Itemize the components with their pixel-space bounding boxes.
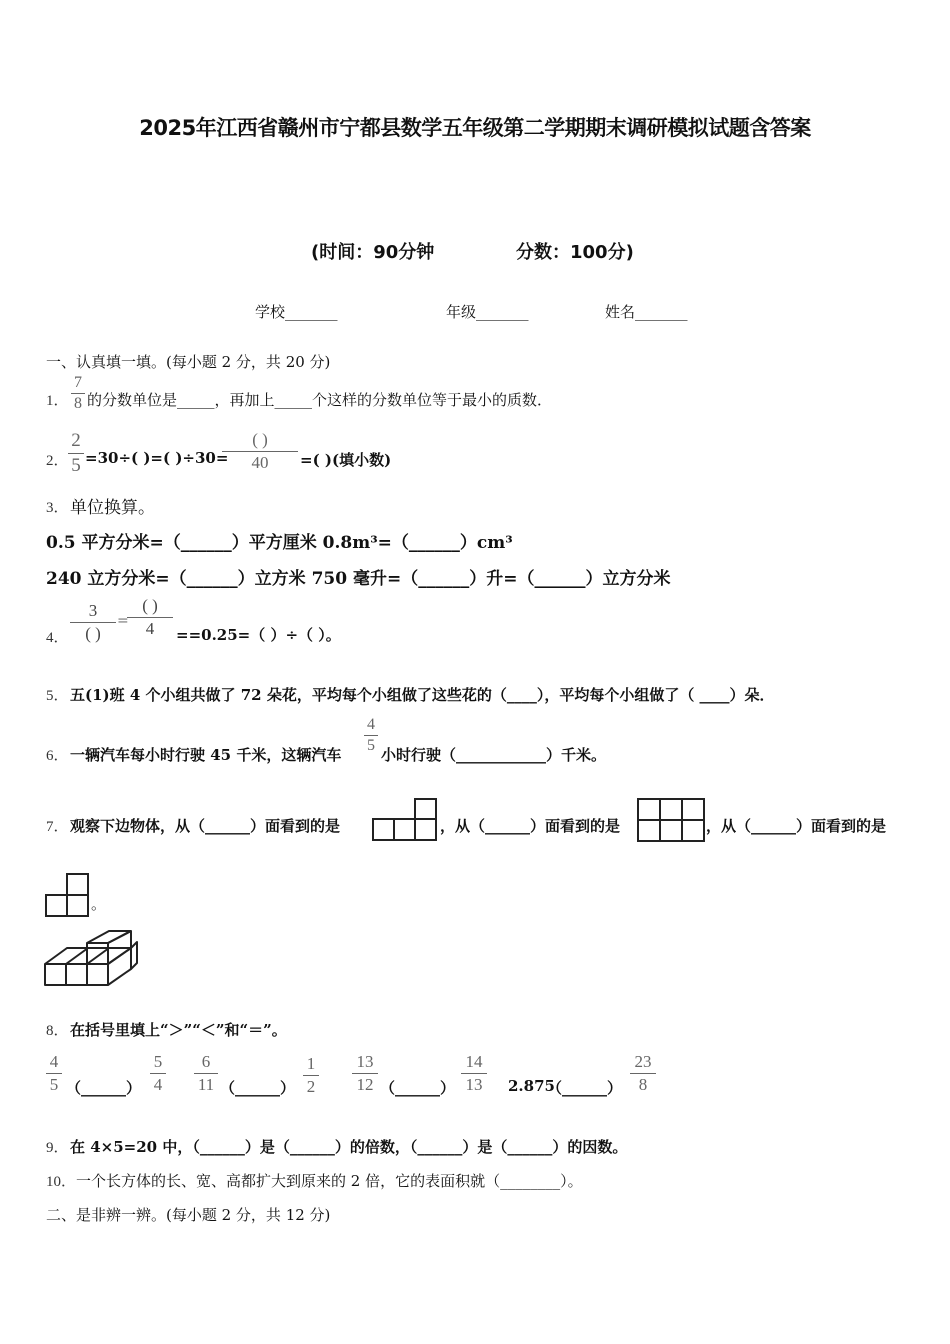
question-number: 2． — [46, 453, 69, 469]
question-line: 0.5 平方分米=（______）平方厘米 0.8m³=（______）cm³ — [46, 533, 513, 553]
question-text: 一辆汽车每小时行驶 45 千米，这辆汽车 — [70, 746, 342, 764]
question-number: 1． — [46, 393, 69, 409]
question-number: 10． — [46, 1174, 77, 1190]
fraction: 5 4 — [150, 1052, 166, 1095]
fraction: ( ) 4 — [127, 596, 173, 639]
question-number: 5． — [46, 688, 69, 704]
question-number: 3． — [46, 500, 69, 516]
question-text: ==0.25=（ ）÷（ ）。 — [176, 626, 341, 644]
question-number: 8． — [46, 1023, 69, 1039]
fraction: ( ) 40 — [222, 430, 298, 473]
page-title: 2025年江西省赣州市宁都县数学五年级第二学期期末调研模拟试题含答案 — [139, 116, 811, 140]
fraction: 6 11 — [194, 1052, 218, 1095]
section-heading-2: 二、是非辨一辨。(每小题 2 分，共 12 分) — [46, 1206, 331, 1224]
question-text: =30÷( )=( )÷30= — [85, 449, 229, 467]
fraction: 4 5 — [46, 1052, 62, 1095]
question-text: 。 — [91, 895, 107, 913]
question-number: 6． — [46, 748, 69, 764]
compare-blank: （______） — [66, 1079, 142, 1097]
fraction: 13 12 — [352, 1052, 378, 1095]
question-text: 一个长方体的长、宽、高都扩大到原来的 2 倍，它的表面积就（________）。 — [76, 1172, 583, 1190]
question-text: 小时行驶（____________）千米。 — [381, 746, 607, 764]
compare-blank: （______） — [220, 1079, 296, 1097]
question-text: 在括号里填上“＞”“＜”和“＝”。 — [70, 1021, 287, 1039]
school-field: 学校_______ — [255, 303, 338, 321]
question-text: 在 4×5=20 中，（______）是（______）的倍数，（______）是（______）的因数。 — [70, 1138, 628, 1156]
fraction: 4 5 — [364, 716, 378, 755]
question-number: 9． — [46, 1140, 69, 1156]
question-text: =( )(填小数) — [300, 451, 392, 469]
compare-blank: （______） — [380, 1079, 456, 1097]
question-text: 五(1)班 4 个小组共做了 72 朵花，平均每个小组做了这些花的（____），平均每个小组做了（ ____）朵． — [70, 686, 775, 704]
view-shape-3-figure — [45, 872, 91, 918]
name-field: 姓名_______ — [605, 303, 688, 321]
exam-time: (时间：90分钟 — [311, 242, 435, 263]
fraction: 7 8 — [71, 374, 85, 413]
view-shape-2-figure — [637, 798, 705, 842]
question-text: 单位换算。 — [70, 498, 155, 518]
compare-blank: （______） — [547, 1079, 623, 1097]
equals-sign: = — [117, 613, 129, 629]
view-shape-1-figure — [372, 798, 438, 842]
fraction: 1 2 — [303, 1054, 319, 1097]
question-text: ，从（______）面看到的是 — [706, 817, 887, 835]
question-line: 240 立方分米=（______）立方米 750 毫升=（______）升=（______）立方分米 — [46, 569, 671, 589]
decimal-value: 2.875 — [508, 1077, 555, 1095]
question-number: 4． — [46, 630, 69, 646]
grade-field: 年级_______ — [446, 303, 529, 321]
section-heading-1: 一、认真填一填。(每小题 2 分，共 20 分) — [46, 353, 331, 371]
fraction: 3 ( ) — [70, 601, 116, 644]
question-text: 的分数单位是_____，再加上_____个这样的分数单位等于最小的质数． — [87, 391, 553, 409]
exam-score: 分数：100分) — [516, 242, 634, 263]
fraction: 14 13 — [461, 1052, 487, 1095]
fraction: 2 5 — [68, 430, 84, 477]
question-number: 7． — [46, 819, 69, 835]
cube-solid-figure — [43, 928, 141, 990]
fraction: 23 8 — [630, 1052, 656, 1095]
question-text: 观察下边物体，从（______）面看到的是 — [70, 817, 341, 835]
question-text: ，从（______）面看到的是 — [440, 817, 621, 835]
